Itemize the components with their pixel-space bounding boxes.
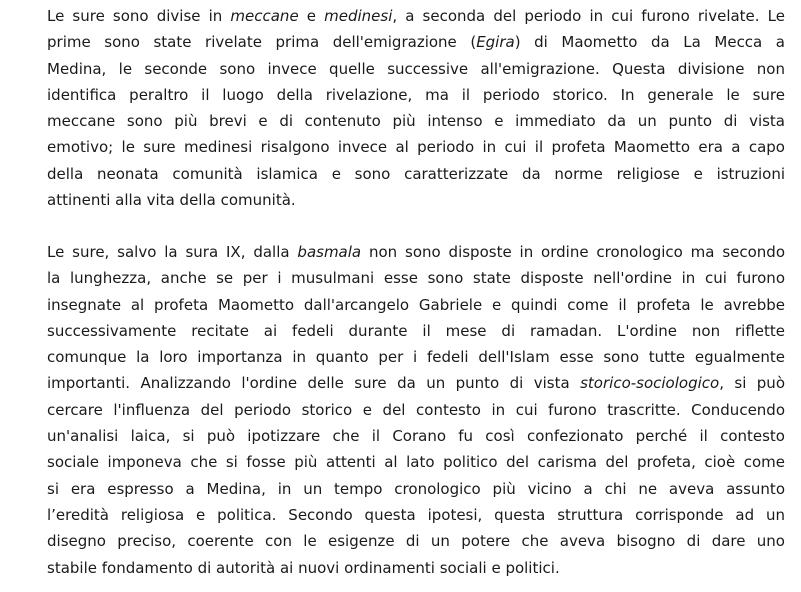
text-run: attinenti alla vita della comunità.: [47, 191, 296, 210]
text-line: [47, 423, 785, 449]
text-line: [47, 56, 785, 82]
text-run: l’eredità religiosa e politica. Secondo questa ipotesi, questa struttura corrisponde ad un: [47, 505, 785, 524]
text-run: identifica peraltro il luogo della rivelazione, ma il periodo storico. In generale le sure: [47, 85, 785, 104]
text-run: un'analisi laica, si può ipotizzare che il Corano fu così confezionato perché il contesto: [47, 427, 785, 446]
text-run: meccane sono più brevi e di contenuto più intenso e immediato da un punto di vista: [47, 112, 785, 131]
text-line: [47, 292, 785, 318]
text-run: la lunghezza, anche se per i musulmani esse sono state disposte nell'ordine in cui furono: [47, 269, 785, 288]
text-run: stabile fondamento di autorità ai nuovi ordinamenti sociali e politici.: [47, 558, 560, 577]
text-line: [47, 82, 785, 108]
text-run: non sono disposte in ordine cronologico ma secondo: [361, 243, 785, 261]
italic-term: storico-sociologico: [580, 374, 720, 393]
text-line: [47, 29, 785, 55]
text-line: [47, 528, 785, 554]
text-run: Le sure sono divise in: [47, 7, 231, 25]
text-line: [47, 134, 785, 160]
text-line: [47, 502, 785, 528]
text-line: [47, 555, 785, 581]
text-run: importanti. Analizzando l'ordine delle sure da un punto di vista: [47, 374, 581, 393]
text-run: successivamente recitate ai fedeli durante il mese di ramadan. L'ordine non riflette: [47, 321, 785, 340]
text-run: emotivo; le sure medinesi risalgono invece al periodo in cui il profeta Maometto era a capo: [47, 138, 785, 157]
text-line: [47, 239, 785, 265]
text-run: disegno preciso, coerente con le esigenze di un potere che aveva bisogno di dare uno: [47, 532, 785, 551]
text-line: [47, 318, 785, 344]
italic-term: medinesi: [324, 7, 393, 25]
text-run: Medina, le seconde sono invece quelle successive all'emigrazione. Questa divisione non: [47, 59, 785, 78]
text-run: Le sure, salvo la sura IX, dalla: [47, 243, 298, 261]
text-line: [47, 397, 785, 423]
text-line: [47, 108, 785, 134]
text-line: [47, 265, 785, 291]
italic-term: basmala: [297, 243, 362, 261]
text-run: prime sono state rivelate prima dell'emigrazione (: [47, 33, 477, 52]
text-run: insegnate al profeta Maometto dall'arcangelo Gabriele e quindi come il profeta le avrebbe: [47, 295, 785, 314]
text-line: [47, 187, 785, 213]
text-line: [47, 449, 785, 475]
text-run: comunque la loro importanza in quanto per i fedeli dell'Islam esse sono tutte egualmente: [47, 348, 785, 367]
text-line: [47, 476, 785, 502]
text-line: [47, 370, 785, 396]
paragraph-meccan-medinan-suras: [47, 3, 785, 213]
text-line: [47, 161, 785, 187]
text-line: [47, 344, 785, 370]
text-run: si era espresso a Medina, in un tempo cronologico più vicino a chi ne aveva assunto: [47, 479, 785, 498]
italic-term: meccane: [230, 7, 299, 25]
text-run: cercare l'influenza del periodo storico e del contesto in cui furono trascritte. Conducendo: [47, 400, 785, 419]
text-run: sociale imponeva che si fosse più attenti al lato politico del carisma del profeta, cioè come: [47, 453, 785, 472]
text-run: , a seconda del periodo in cui furono rivelate. Le: [392, 7, 785, 25]
text-run: e: [298, 7, 325, 25]
italic-term: Egira: [476, 33, 515, 52]
text-run: , si può: [719, 374, 785, 393]
paragraph-sura-order: [47, 239, 785, 581]
text-run: della neonata comunità islamica e sono caratterizzate da norme religiose e istruzioni: [47, 164, 785, 183]
text-run: ) di Maometto da La Mecca a: [514, 33, 785, 52]
text-line: [47, 3, 785, 29]
